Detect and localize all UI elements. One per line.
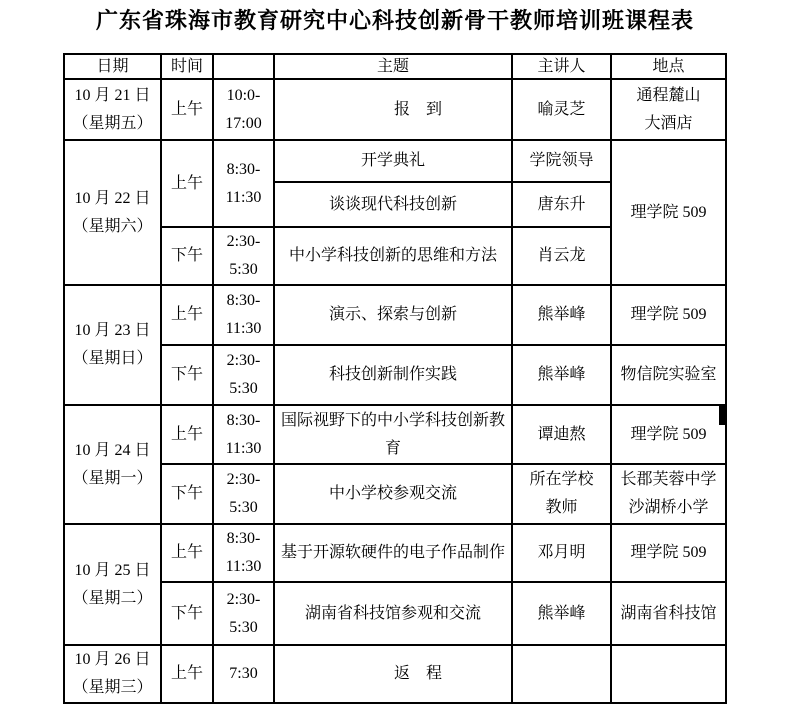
cell-speaker: 熊举峰 bbox=[512, 345, 611, 405]
cell-period: 上午 bbox=[161, 405, 213, 464]
cell-period: 下午 bbox=[161, 582, 213, 645]
text-line: 大酒店 bbox=[644, 114, 693, 132]
cell-topic: 科技创新制作实践 bbox=[274, 345, 512, 405]
table-row bbox=[64, 582, 726, 645]
header-topic: 主题 bbox=[274, 54, 512, 79]
text-line: 11:30 bbox=[225, 320, 262, 337]
cell-location bbox=[611, 79, 726, 140]
cell-time: 7:30 bbox=[213, 645, 274, 703]
cell-time bbox=[213, 405, 274, 464]
cell-speaker: 谭迪熬 bbox=[512, 405, 611, 464]
cell-date bbox=[64, 405, 161, 524]
table-row bbox=[64, 405, 726, 464]
cell-topic: 演示、探索与创新 bbox=[274, 285, 512, 345]
cell-period: 下午 bbox=[161, 345, 213, 405]
cell-location bbox=[611, 464, 726, 524]
text-line: 10 月 25 日 bbox=[74, 561, 151, 579]
cell-date bbox=[64, 79, 161, 140]
cell-topic: 中小学校参观交流 bbox=[274, 464, 512, 524]
text-line: 8:30- bbox=[226, 292, 261, 309]
text-line: 沙湖桥小学 bbox=[628, 499, 709, 516]
header-date: 日期 bbox=[64, 54, 161, 79]
cell-location: 理学院 509 bbox=[611, 285, 726, 345]
table-row bbox=[64, 140, 726, 182]
text-line: 通程麓山 bbox=[636, 86, 701, 104]
text-line: 2:30- bbox=[226, 471, 261, 488]
page-title: 广东省珠海市教育研究中心科技创新骨干教师培训班课程表 bbox=[95, 8, 694, 33]
text-line: 2:30- bbox=[226, 590, 261, 608]
cell-topic: 湖南省科技馆参观和交流 bbox=[274, 582, 512, 645]
cell-period: 下午 bbox=[161, 464, 213, 524]
cell-speaker bbox=[512, 464, 611, 524]
text-line: 2:30- bbox=[226, 233, 261, 250]
text-line: 10 月 26 日 bbox=[74, 651, 151, 668]
text-line: （星期一） bbox=[72, 469, 153, 487]
cell-location bbox=[611, 645, 726, 703]
table-row bbox=[64, 285, 726, 345]
cell-speaker: 学院领导 bbox=[512, 140, 611, 182]
cell-date bbox=[64, 285, 161, 405]
text-line: 5:30 bbox=[229, 618, 258, 636]
cell-time bbox=[213, 227, 274, 285]
cell-speaker: 唐东升 bbox=[512, 182, 611, 227]
text-line: 8:30- bbox=[226, 411, 261, 429]
table-edge-marker bbox=[719, 406, 727, 425]
table-row bbox=[64, 645, 726, 703]
text-line: 所在学校 bbox=[529, 471, 594, 488]
cell-location: 理学院 509 bbox=[611, 524, 726, 582]
cell-time bbox=[213, 79, 274, 140]
text-line: （星期六） bbox=[72, 217, 153, 235]
text-line: 11:30 bbox=[225, 558, 262, 575]
cell-speaker: 邓月明 bbox=[512, 524, 611, 582]
text-line: 5:30 bbox=[229, 380, 258, 397]
cell-speaker bbox=[512, 645, 611, 703]
cell-time bbox=[213, 582, 274, 645]
text-line: 10:0- bbox=[226, 86, 261, 104]
text-line: 长郡芙蓉中学 bbox=[620, 471, 717, 488]
cell-speaker: 喻灵芝 bbox=[512, 79, 611, 140]
text-line: 5:30 bbox=[229, 499, 258, 516]
cell-topic: 基于开源软硬件的电子作品制作 bbox=[274, 524, 512, 582]
cell-speaker: 肖云龙 bbox=[512, 227, 611, 285]
text-line: （星期三） bbox=[72, 679, 153, 696]
table-header-row bbox=[64, 54, 726, 79]
cell-location: 物信院实验室 bbox=[611, 345, 726, 405]
text-line: 10 月 22 日 bbox=[74, 189, 151, 207]
cell-time bbox=[213, 524, 274, 582]
table-row bbox=[64, 345, 726, 405]
cell-period: 上午 bbox=[161, 524, 213, 582]
cell-period: 上午 bbox=[161, 645, 213, 703]
cell-period: 上午 bbox=[161, 140, 213, 227]
table-row bbox=[64, 524, 726, 582]
cell-topic: 返 程 bbox=[274, 645, 512, 703]
cell-location: 理学院 509 bbox=[611, 405, 726, 464]
cell-location: 理学院 509 bbox=[611, 140, 726, 285]
cell-topic: 报 到 bbox=[274, 79, 512, 140]
text-line: （星期二） bbox=[72, 589, 153, 607]
header-time bbox=[213, 54, 274, 79]
cell-topic: 国际视野下的中小学科技创新教育 bbox=[274, 405, 512, 464]
cell-time bbox=[213, 464, 274, 524]
cell-time bbox=[213, 285, 274, 345]
text-line: 10 月 21 日 bbox=[74, 86, 151, 104]
schedule-table bbox=[63, 53, 727, 704]
cell-speaker: 熊举峰 bbox=[512, 285, 611, 345]
text-line: （星期日） bbox=[72, 350, 153, 367]
cell-topic: 谈谈现代科技创新 bbox=[274, 182, 512, 227]
table-row bbox=[64, 79, 726, 140]
text-line: 17:00 bbox=[225, 114, 262, 132]
cell-topic: 开学典礼 bbox=[274, 140, 512, 182]
header-period: 时间 bbox=[161, 54, 213, 79]
header-speaker: 主讲人 bbox=[512, 54, 611, 79]
text-line: 11:30 bbox=[225, 188, 262, 206]
cell-speaker: 熊举峰 bbox=[512, 582, 611, 645]
text-line: 教师 bbox=[545, 499, 578, 516]
cell-topic: 中小学科技创新的思维和方法 bbox=[274, 227, 512, 285]
cell-date bbox=[64, 645, 161, 703]
cell-period: 上午 bbox=[161, 285, 213, 345]
text-line: 8:30- bbox=[226, 160, 261, 178]
cell-period: 下午 bbox=[161, 227, 213, 285]
text-line: 10 月 24 日 bbox=[74, 441, 151, 459]
text-line: 11:30 bbox=[225, 439, 262, 457]
cell-time bbox=[213, 345, 274, 405]
text-line: 10 月 23 日 bbox=[74, 322, 151, 339]
header-location: 地点 bbox=[611, 54, 726, 79]
cell-location: 湖南省科技馆 bbox=[611, 582, 726, 645]
text-line: 8:30- bbox=[226, 530, 261, 547]
text-line: 2:30- bbox=[226, 352, 261, 369]
table-row bbox=[64, 464, 726, 524]
text-line: 5:30 bbox=[229, 261, 258, 278]
cell-date bbox=[64, 524, 161, 645]
cell-date bbox=[64, 140, 161, 285]
cell-period: 上午 bbox=[161, 79, 213, 140]
text-line: （星期五） bbox=[72, 114, 153, 132]
cell-time bbox=[213, 140, 274, 227]
